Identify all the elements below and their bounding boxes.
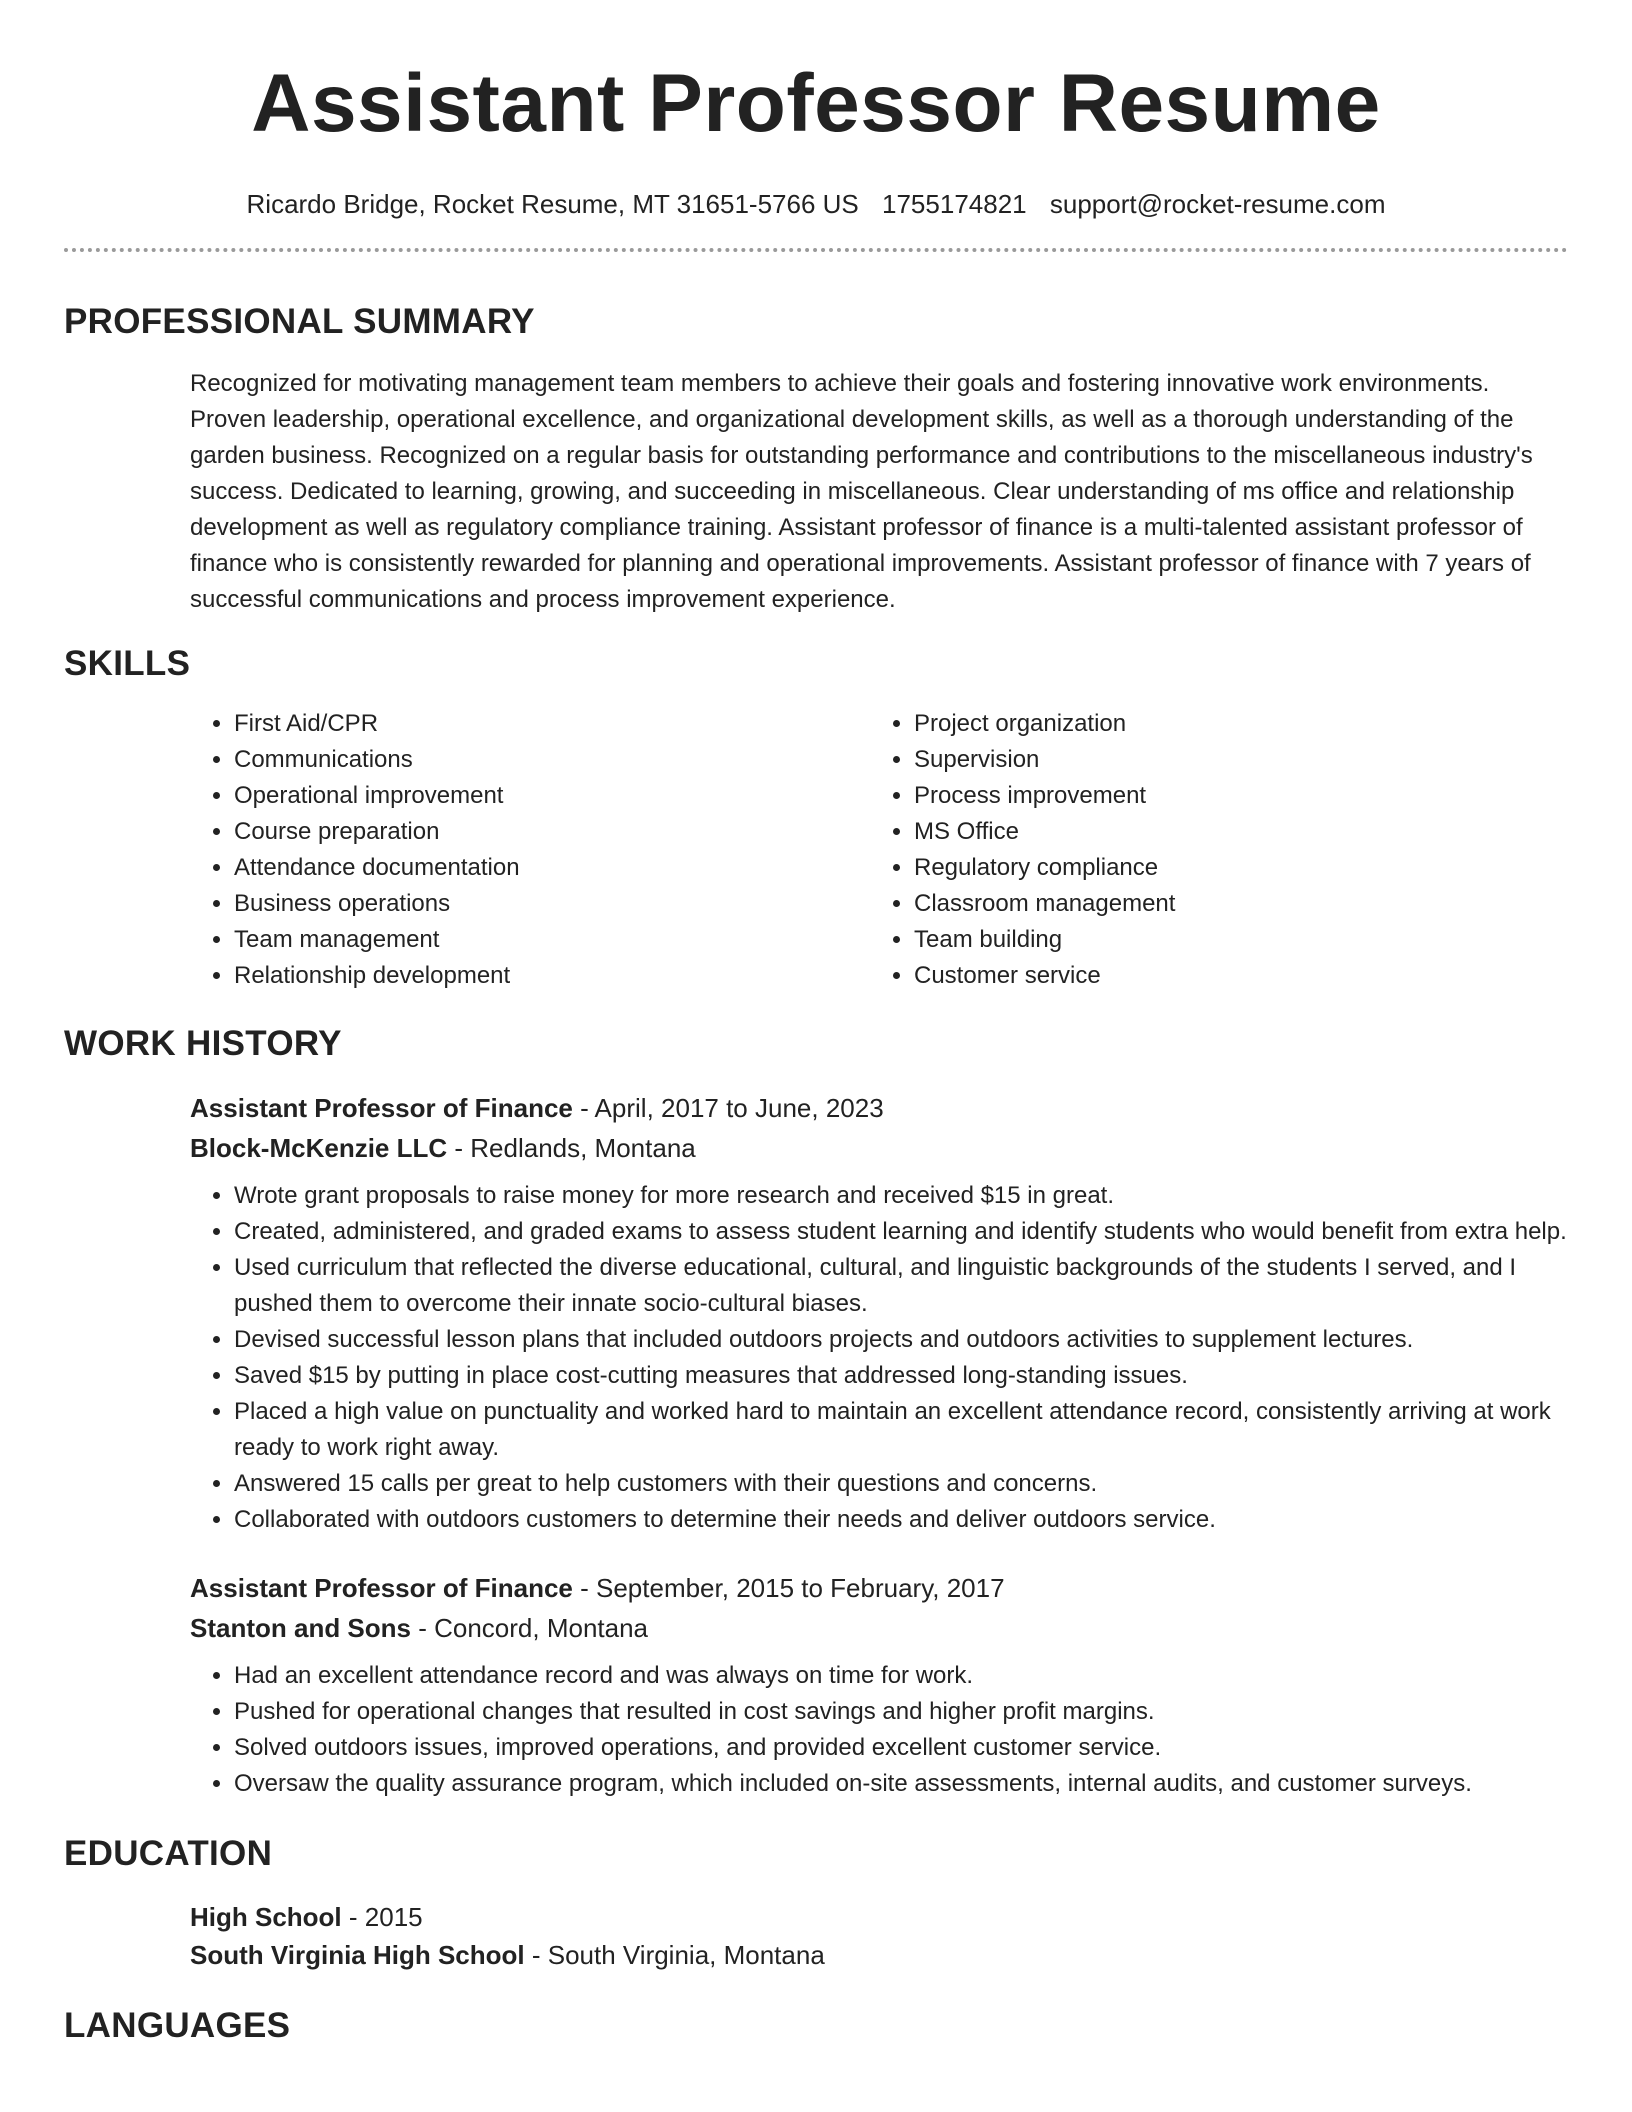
summary-text: Recognized for motivating management team members to achieve their goals and fostering innovative work environments. Proven leadership, operational excellence, and organizational development skills, as well as a thorough understanding of the garden business. Recognized on a regular basis for outstanding performance and contributions to the miscellaneous industry's success. Dedicated to learning, growing, and succeeding in miscellaneous. Clear understanding of ms office and relationship development as well as regulatory compliance training. Assistant professor of finance is a multi-talented assistant professor of finance who is consistently rewarded for planning and operational improvements. Assistant professor of finance with 7 years of successful communications and process improvement experience. xyxy=(190,370,1533,613)
job-title: Assistant Professor of Finance xyxy=(190,1573,573,1603)
page-title: Assistant Professor Resume xyxy=(251,58,1381,149)
skills-section xyxy=(64,642,1568,994)
job-bullet: • Devised successful lesson plans that included outdoors projects and outdoors activities to supplement lectures. xyxy=(234,1322,1568,1358)
job-dates: - April, 2017 to June, 2023 xyxy=(572,1093,884,1123)
job-title-line xyxy=(190,1568,1568,1608)
skills-heading: SKILLS xyxy=(64,644,191,683)
education-location: - South Virginia, Montana xyxy=(524,1940,825,1970)
job-bullet: • Answered 15 calls per great to help customers with their questions and concerns. xyxy=(234,1466,1568,1502)
education-school-line xyxy=(190,1936,1568,1974)
job-bullet: • Solved outdoors issues, improved operations, and provided excellent customer service. xyxy=(234,1730,1568,1766)
skill-item: • Team management xyxy=(234,922,870,958)
skill-item: • Operational improvement xyxy=(234,778,870,814)
skill-item: • Classroom management xyxy=(914,886,1550,922)
job-entry xyxy=(190,1088,1568,1538)
skill-item: • First Aid/CPR xyxy=(234,706,870,742)
job-bullet: • Had an excellent attendance record and was always on time for work. xyxy=(234,1658,1568,1694)
job-bullets xyxy=(190,1178,1568,1538)
job-dates: - September, 2015 to February, 2017 xyxy=(572,1573,1005,1603)
skill-item: • Customer service xyxy=(914,958,1550,994)
languages-heading: LANGUAGES xyxy=(64,2006,291,2045)
skill-item: • Process improvement xyxy=(914,778,1550,814)
work-history-section xyxy=(64,1022,1568,1802)
education-school: South Virginia High School xyxy=(190,1940,525,1970)
job-title-line xyxy=(190,1088,1568,1128)
skill-item: • Attendance documentation xyxy=(234,850,870,886)
skill-item: • Communications xyxy=(234,742,870,778)
contact-line xyxy=(64,188,1568,220)
job-bullet: • Oversaw the quality assurance program, which included on-site assessments, internal audits, and customer surveys. xyxy=(234,1766,1568,1802)
education-year: - 2015 xyxy=(341,1902,423,1932)
skill-item: • Relationship development xyxy=(234,958,870,994)
header-divider xyxy=(64,248,1568,252)
education-heading: EDUCATION xyxy=(64,1834,273,1873)
summary-section xyxy=(64,300,1568,618)
skills-columns xyxy=(190,706,1568,994)
education-degree-line xyxy=(190,1898,1568,1936)
job-location: - Concord, Montana xyxy=(411,1613,649,1643)
job-company: Block-McKenzie LLC xyxy=(190,1133,448,1163)
education-entry xyxy=(190,1898,1568,1974)
education-degree: High School xyxy=(190,1902,342,1932)
skill-item: • MS Office xyxy=(914,814,1550,850)
contact-email[interactable]: support@rocket-resume.com xyxy=(1049,189,1386,219)
job-bullet: • Saved $15 by putting in place cost-cutting measures that addressed long-standing issues. xyxy=(234,1358,1568,1394)
contact-phone: 1755174821 xyxy=(882,189,1027,219)
job-bullet: • Created, administered, and graded exams to assess student learning and identify students who would benefit from extra help. xyxy=(234,1214,1568,1250)
languages-section xyxy=(64,2004,1568,2048)
job-bullet: • Used curriculum that reflected the diverse educational, cultural, and linguistic backgrounds of the students I served, and I pushed them to overcome their innate socio-cultural biases. xyxy=(234,1250,1568,1322)
skill-item: • Supervision xyxy=(914,742,1550,778)
job-company-line xyxy=(190,1608,1568,1648)
skill-item: • Business operations xyxy=(234,886,870,922)
job-company: Stanton and Sons xyxy=(190,1613,411,1643)
job-bullet: • Placed a high value on punctuality and worked hard to maintain an excellent attendance record, consistently arriving at work ready to work right away. xyxy=(234,1394,1568,1466)
contact-address: Ricardo Bridge, Rocket Resume, MT 31651-5766 US xyxy=(246,189,859,219)
summary-heading: PROFESSIONAL SUMMARY xyxy=(64,302,535,341)
job-title: Assistant Professor of Finance xyxy=(190,1093,573,1123)
work-history-heading: WORK HISTORY xyxy=(64,1024,342,1063)
job-bullet: • Collaborated with outdoors customers to determine their needs and deliver outdoors service. xyxy=(234,1502,1568,1538)
skill-item: • Team building xyxy=(914,922,1550,958)
job-location: - Redlands, Montana xyxy=(447,1133,696,1163)
education-section xyxy=(64,1832,1568,1974)
job-company-line xyxy=(190,1128,1568,1168)
job-entry xyxy=(190,1568,1568,1802)
skills-list-right xyxy=(870,706,1550,994)
job-bullets xyxy=(190,1658,1568,1802)
skill-item: • Project organization xyxy=(914,706,1550,742)
skill-item: • Regulatory compliance xyxy=(914,850,1550,886)
skills-list-left xyxy=(190,706,870,994)
skill-item: • Course preparation xyxy=(234,814,870,850)
job-bullet: • Pushed for operational changes that resulted in cost savings and higher profit margins. xyxy=(234,1694,1568,1730)
job-bullet: • Wrote grant proposals to raise money for more research and received $15 in great. xyxy=(234,1178,1568,1214)
